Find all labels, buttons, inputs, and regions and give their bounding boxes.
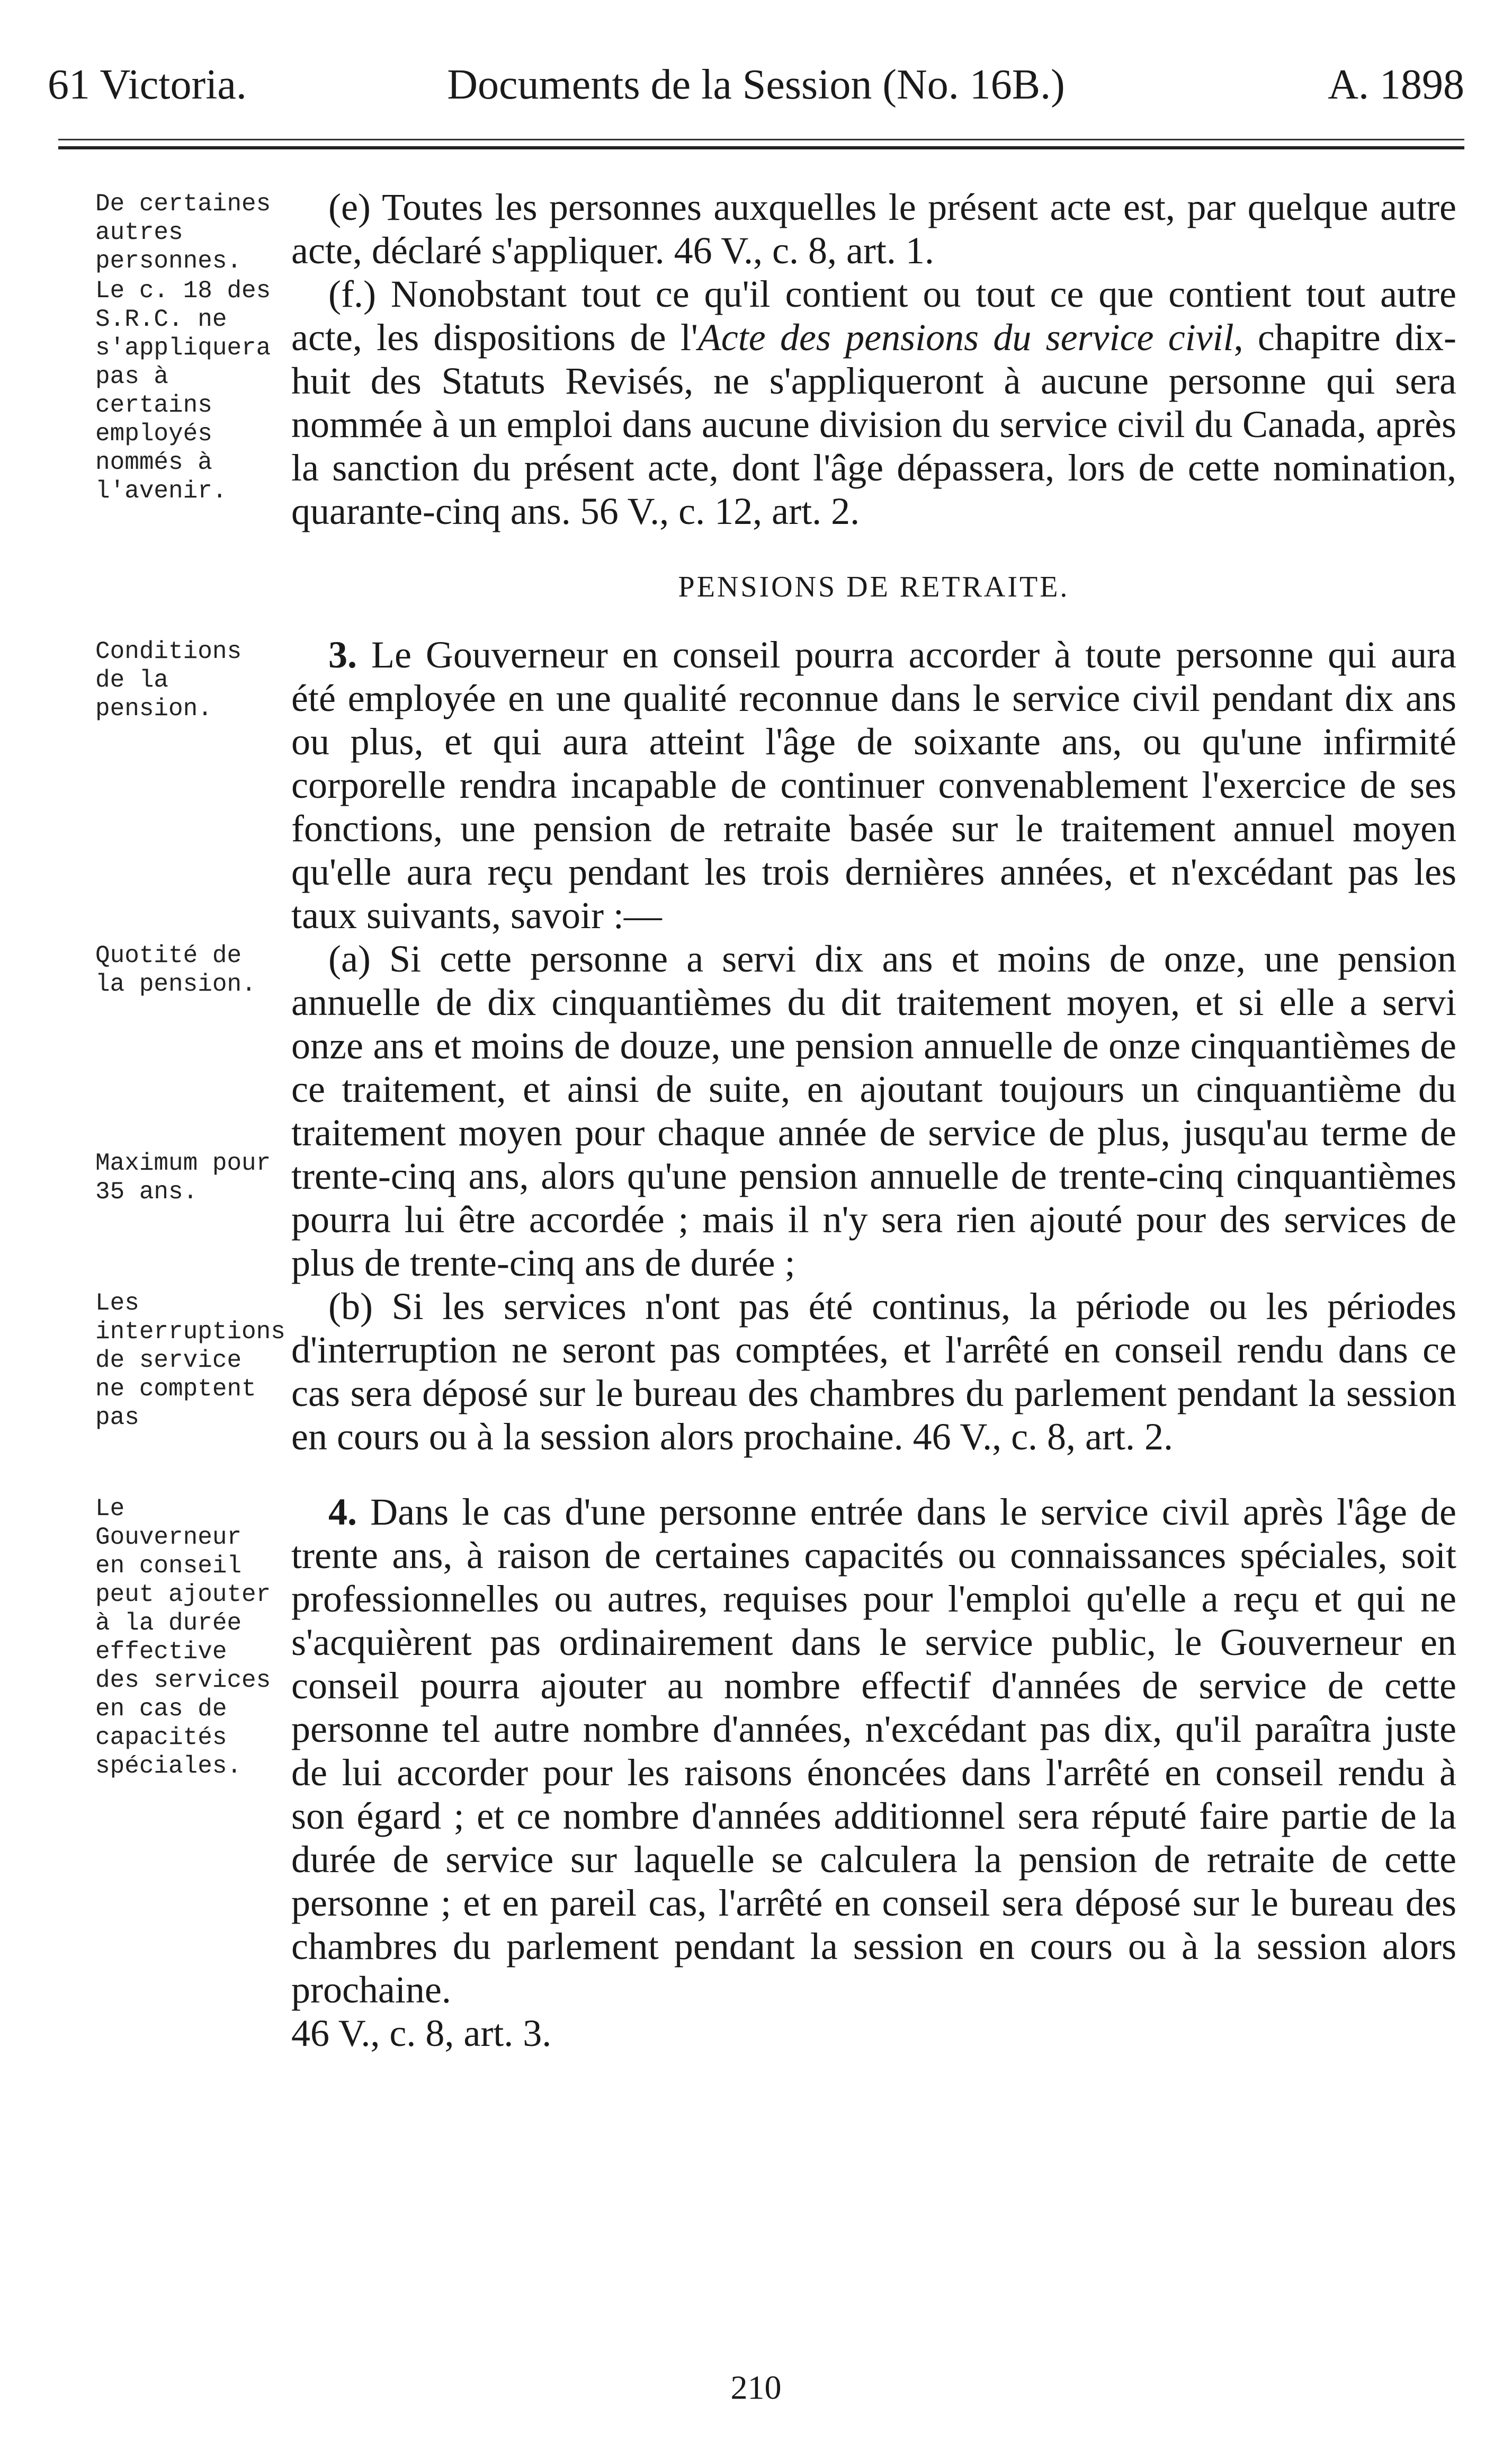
- page-header: [48, 56, 1464, 114]
- section-number-4: 4.: [328, 1491, 357, 1533]
- act-title: Acte des pensions du service civil: [697, 316, 1234, 359]
- margin-note-maximum: Maximum pour 35 ans.: [95, 1150, 271, 1206]
- header-reign: 61 Victoria.: [48, 61, 247, 108]
- margin-note-quotite: Quotité de la pension.: [95, 942, 256, 998]
- paragraph-e: (e) Toutes les personnes auxquelles le présent acte est, par quelque autre acte, déclaré s'appliquer. 46 V., c. 8, art. 1.: [291, 186, 1456, 272]
- paragraph-b-block: [95, 1285, 1456, 1458]
- margin-note-interruptions: Les interruptions de service ne comptent pas: [95, 1289, 285, 1431]
- paragraph-f-block: [95, 272, 1456, 533]
- paragraph-b: (b) Si les services n'ont pas été continus, la période ou les périodes d'interruption ne seront pas comptées, et l'arrêté en conseil rendu dans ce cas sera déposé sur le bureau des chambres du parlement pendant la session en cours ou à la session alors prochaine. 46 V., c. 8, art. 2.: [291, 1285, 1456, 1458]
- header-rule-thick: [58, 146, 1464, 149]
- margin-note-e: De certaines autres personnes.: [95, 190, 271, 275]
- paragraph-e-block: [95, 185, 1456, 275]
- section-number-3: 3.: [328, 634, 357, 676]
- header-year: A. 1898: [1328, 61, 1464, 108]
- margin-note-conditions: Conditions de la pension.: [95, 638, 242, 723]
- section-3: 3. Le Gouverneur en conseil pourra accorder à toute personne qui aura été employée en une qualité reconnue dans le service civil pendant dix ans ou plus, et qui aura atteint l'âge de soixante ans, ou qu'une infirmité corporelle rendra incapable de continuer convenablement l'exercice de ses fonctions, une pension de retraite basée sur le traitement annuel moyen qu'elle aura reçu pendant les trois dernières années, et n'excédant pas les taux suivants, savoir :—: [291, 634, 1457, 937]
- margin-note-gouverneur: Le Gouverneur en conseil peut ajouter à la durée effective des services en cas de capacités spéciales.: [95, 1495, 271, 1780]
- paragraph-a-block: [95, 937, 1456, 1285]
- header-rule-thin: [58, 139, 1464, 140]
- page-number: 210: [730, 2369, 782, 2406]
- section-4: 4. Dans le cas d'une personne entrée dans le service civil après l'âge de trente ans, à raison de certaines capacités ou connaissances spéciales, soit professionnelles ou autres, requises pour l'emploi qu'elle a reçu et qui ne s'acquièrent pas ordinairement dans le service public, le Gouverneur en conseil pourra ajouter au nombre effectif d'années de service de cette personne tel autre nombre d'années, n'excédant pas dix, qu'il paraîtra juste de lui accorder pour les raisons énoncées dans l'arrêté en conseil rendu à son égard ; et ce nombre d'années additionnel sera réputé faire partie de la durée de service sur laquelle se calculera la pension de retraite de cette personne ; et en pareil cas, l'arrêté en conseil sera déposé sur le bureau des chambres du parlement pendant la session en cours ou à la session alors prochaine. 46 V., c. 8, art. 3.: [291, 1491, 1457, 2054]
- paragraph-f: (f.) Nonobstant tout ce qu'il contient ou tout ce que contient tout autre acte, les dispositions de l'Acte des pensions du service civil, chapitre dix-huit des Statuts Revisés, ne s'appliqueront à aucune personne qui sera nommée à un emploi dans aucune division du service civil du Canada, après la sanction du présent acte, dont l'âge dépassera, lors de cette nomination, quarante-cinq ans. 56 V., c. 12, art. 2.: [291, 273, 1456, 532]
- section-title: PENSIONS DE RETRAITE.: [678, 571, 1070, 603]
- margin-note-f: Le c. 18 des S.R.C. ne s'appliquera pas à certains employés nommés à l'avenir.: [95, 277, 271, 505]
- section-4-reference: 46 V., c. 8, art. 3.: [291, 2012, 552, 2054]
- section-4-block: [95, 1490, 1456, 2055]
- header-document-title: Documents de la Session (No. 16B.): [447, 61, 1065, 108]
- section-3-block: [95, 633, 1456, 937]
- page-body: [95, 185, 1456, 2055]
- paragraph-a: (a) Si cette personne a servi dix ans et moins de onze, une pension annuelle de dix cinquantièmes du dit traitement moyen, et si elle a servi onze ans et moins de douze, une pension annuelle de onze cinquantièmes de ce traitement, et ainsi de suite, en ajoutant toujours un cinquantième du traitement moyen pour chaque année de service de plus, jusqu'au terme de trente-cinq ans, alors qu'une pension annuelle de trente-cinq cinquantièmes pourra lui être accordée ; mais il n'y sera rien ajouté pour des services de plus de trente-cinq ans de durée ;: [291, 938, 1456, 1284]
